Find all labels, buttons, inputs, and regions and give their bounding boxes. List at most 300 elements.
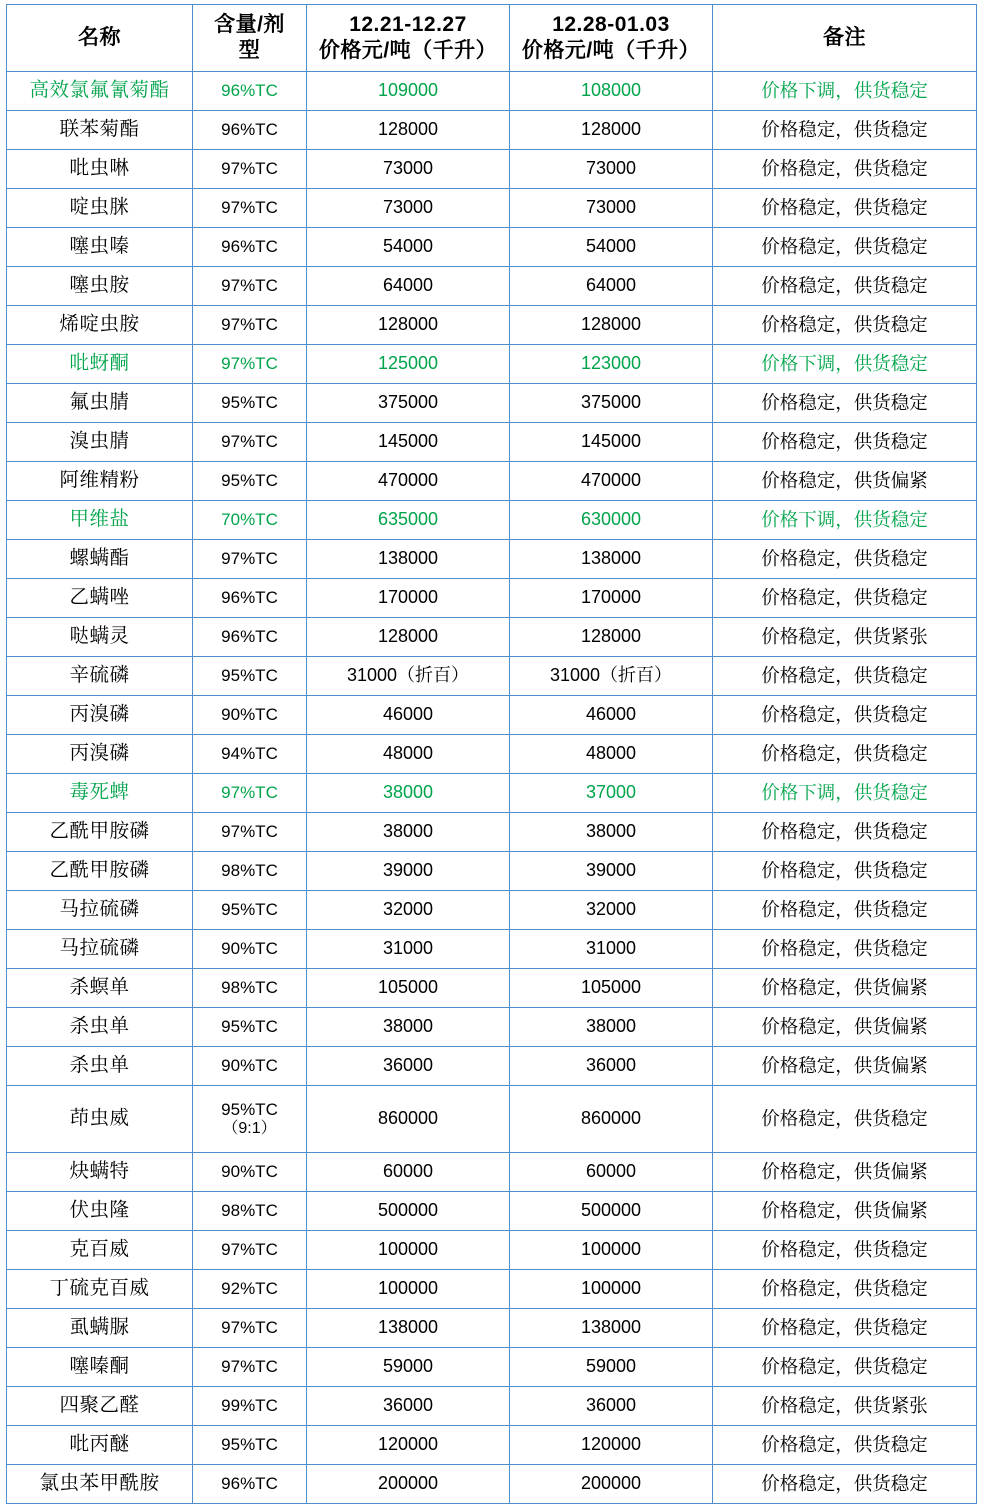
cell-price-week1: [307, 852, 510, 891]
cell-note-text: 价格下调，供货稳定: [761, 352, 928, 374]
cell-concentration-text: 96%TC: [221, 626, 278, 646]
cell-price-week2-text: 73000: [585, 197, 637, 218]
cell-concentration-text: 97%TC: [221, 1356, 278, 1376]
cell-price-week1: [307, 306, 510, 345]
cell-price-week1-text: 125000: [377, 353, 439, 374]
cell-concentration: [193, 1387, 307, 1426]
cell-note: [713, 1387, 977, 1426]
cell-concentration: [193, 111, 307, 150]
cell-note-text: 价格稳定，供货稳定: [761, 547, 928, 569]
cell-price-week2-text: 46000: [585, 704, 637, 725]
cell-price-week2-text: 73000: [585, 158, 637, 179]
cell-concentration: [193, 696, 307, 735]
table-row: [7, 1008, 977, 1047]
cell-price-week2: [510, 1086, 713, 1153]
cell-note-text: 价格稳定，供货稳定: [761, 1277, 928, 1299]
cell-concentration: [193, 735, 307, 774]
cell-note-text: 价格稳定，供货稳定: [761, 157, 928, 179]
cell-note-text: 价格稳定，供货稳定: [761, 1433, 928, 1455]
cell-price-week2: [510, 696, 713, 735]
cell-note: [713, 306, 977, 345]
cell-note-text: 价格稳定，供货稳定: [761, 313, 928, 335]
cell-price-week1-text: 375000: [377, 392, 439, 413]
cell-price-week2: [510, 1047, 713, 1086]
cell-concentration: [193, 462, 307, 501]
cell-price-week1-text: 73000: [382, 158, 434, 179]
cell-note-text: 价格稳定，供货稳定: [761, 196, 928, 218]
cell-product-name-text: 噻虫嗪: [69, 235, 130, 258]
cell-note: [713, 423, 977, 462]
cell-price-week2: [510, 462, 713, 501]
cell-price-week2: [510, 579, 713, 618]
cell-price-week2: [510, 657, 713, 696]
header-name-line-1: 名称: [78, 25, 121, 49]
table-row: [7, 540, 977, 579]
cell-note: [713, 735, 977, 774]
cell-concentration: [193, 1086, 307, 1153]
cell-price-week1: [307, 618, 510, 657]
cell-concentration: [193, 969, 307, 1008]
cell-product-name-text: 噻嗪酮: [69, 1355, 130, 1378]
cell-product-name: [7, 774, 193, 813]
cell-concentration-text: 92%TC: [221, 1278, 278, 1298]
cell-product-name: [7, 618, 193, 657]
cell-concentration: [193, 345, 307, 384]
cell-price-week2-text: 31000（折百）: [549, 665, 673, 686]
cell-price-week2-text: 36000: [585, 1395, 637, 1416]
cell-price-week2-text: 470000: [580, 470, 642, 491]
cell-product-name: [7, 852, 193, 891]
cell-concentration-text: 97%TC: [221, 353, 278, 373]
cell-price-week2-text: 138000: [580, 548, 642, 569]
cell-price-week1: [307, 384, 510, 423]
cell-concentration: [193, 306, 307, 345]
cell-price-week1: [307, 540, 510, 579]
cell-concentration: [193, 618, 307, 657]
cell-price-week2-text: 31000: [585, 938, 637, 959]
cell-concentration-text: 90%TC: [221, 938, 278, 958]
cell-note: [713, 72, 977, 111]
cell-note: [713, 267, 977, 306]
cell-concentration: [193, 267, 307, 306]
cell-price-week2-text: 38000: [585, 1016, 637, 1037]
cell-price-week2: [510, 345, 713, 384]
cell-price-week2-text: 630000: [580, 509, 642, 530]
cell-concentration: [193, 189, 307, 228]
cell-note: [713, 150, 977, 189]
cell-price-week2-text: 375000: [580, 392, 642, 413]
cell-concentration: [193, 1348, 307, 1387]
cell-product-name-text: 克百威: [69, 1238, 130, 1261]
cell-concentration-text: 95%TC: [221, 470, 278, 490]
cell-product-name-text: 甲维盐: [69, 508, 130, 531]
cell-concentration: [193, 72, 307, 111]
cell-concentration-text: 96%TC: [221, 80, 278, 100]
cell-concentration: [193, 1008, 307, 1047]
cell-concentration: [193, 579, 307, 618]
cell-concentration: [193, 657, 307, 696]
cell-note: [713, 1047, 977, 1086]
cell-price-week1: [307, 1153, 510, 1192]
cell-product-name-text: 啶虫脒: [69, 196, 130, 219]
cell-note-text: 价格稳定，供货偏紧: [761, 1199, 928, 1221]
cell-price-week2-text: 128000: [580, 119, 642, 140]
cell-concentration-text: 98%TC: [221, 977, 278, 997]
cell-note: [713, 618, 977, 657]
cell-product-name-text: 杀虫单: [69, 1015, 130, 1038]
table-row: [7, 267, 977, 306]
table-row: [7, 852, 977, 891]
cell-price-week2: [510, 540, 713, 579]
cell-product-name: [7, 813, 193, 852]
cell-concentration-text: 95%TC: [221, 1099, 278, 1119]
cell-price-week1: [307, 462, 510, 501]
cell-concentration: [193, 423, 307, 462]
cell-product-name: [7, 150, 193, 189]
cell-note: [713, 657, 977, 696]
cell-concentration: [193, 1426, 307, 1465]
cell-product-name: [7, 72, 193, 111]
cell-price-week1: [307, 1047, 510, 1086]
cell-price-week1-text: 60000: [382, 1161, 434, 1182]
cell-price-week2: [510, 150, 713, 189]
cell-product-name-text: 杀螟单: [69, 976, 130, 999]
cell-price-week1-text: 73000: [382, 197, 434, 218]
table-row: [7, 657, 977, 696]
cell-product-name-text: 氯虫苯甲酰胺: [39, 1472, 160, 1495]
cell-price-week1-text: 54000: [382, 236, 434, 257]
cell-concentration-text: 94%TC: [221, 743, 278, 763]
cell-note-text: 价格稳定，供货偏紧: [761, 1054, 928, 1076]
cell-note: [713, 1192, 977, 1231]
cell-note-text: 价格稳定，供货稳定: [761, 742, 928, 764]
cell-note-text: 价格稳定，供货偏紧: [761, 1015, 928, 1037]
cell-concentration-text: 97%TC: [221, 1317, 278, 1337]
cell-price-week2: [510, 618, 713, 657]
cell-note-text: 价格稳定，供货稳定: [761, 274, 928, 296]
cell-price-week1-text: 105000: [377, 977, 439, 998]
cell-product-name-text: 虱螨脲: [69, 1316, 130, 1339]
cell-product-name: [7, 735, 193, 774]
cell-note: [713, 1348, 977, 1387]
table-row: [7, 228, 977, 267]
cell-price-week2-text: 500000: [580, 1200, 642, 1221]
cell-price-week2: [510, 813, 713, 852]
cell-price-week2-text: 120000: [580, 1434, 642, 1455]
cell-price-week1-text: 100000: [377, 1239, 439, 1260]
cell-price-week2-text: 38000: [585, 821, 637, 842]
cell-price-week1: [307, 267, 510, 306]
cell-price-week2-text: 100000: [580, 1239, 642, 1260]
cell-price-week1-text: 120000: [377, 1434, 439, 1455]
cell-product-name: [7, 306, 193, 345]
cell-price-week1: [307, 1387, 510, 1426]
cell-note: [713, 189, 977, 228]
cell-product-name-text: 螺螨酯: [69, 547, 130, 570]
cell-note-text: 价格稳定，供货紧张: [761, 625, 928, 647]
cell-concentration: [193, 228, 307, 267]
cell-product-name-text: 乙酰甲胺磷: [49, 820, 150, 843]
table-row: [7, 1426, 977, 1465]
cell-price-week2: [510, 384, 713, 423]
cell-note: [713, 579, 977, 618]
cell-price-week1: [307, 228, 510, 267]
cell-concentration: [193, 1231, 307, 1270]
cell-price-week1-text: 38000: [382, 1016, 434, 1037]
cell-price-week1: [307, 696, 510, 735]
cell-price-week2: [510, 228, 713, 267]
cell-concentration-text: 96%TC: [221, 119, 278, 139]
cell-price-week2: [510, 72, 713, 111]
table-row: [7, 1270, 977, 1309]
cell-concentration: [193, 930, 307, 969]
cell-product-name-text: 氟虫腈: [69, 391, 130, 414]
cell-note: [713, 774, 977, 813]
header-cell-note: [713, 5, 977, 72]
cell-price-week2: [510, 1387, 713, 1426]
cell-product-name: [7, 1153, 193, 1192]
cell-price-week1-text: 860000: [377, 1108, 439, 1129]
table-row: [7, 1309, 977, 1348]
header-cell-price-week2: [510, 5, 713, 72]
cell-price-week2-text: 100000: [580, 1278, 642, 1299]
cell-price-week2: [510, 1270, 713, 1309]
cell-note: [713, 540, 977, 579]
cell-price-week2: [510, 1153, 713, 1192]
cell-concentration-text: 95%TC: [221, 665, 278, 685]
cell-product-name: [7, 111, 193, 150]
cell-product-name: [7, 189, 193, 228]
table-row: [7, 930, 977, 969]
cell-concentration-text: 97%TC: [221, 548, 278, 568]
cell-price-week2-text: 36000: [585, 1055, 637, 1076]
cell-concentration-text: 97%TC: [221, 197, 278, 217]
cell-note: [713, 1153, 977, 1192]
cell-price-week2: [510, 306, 713, 345]
table-row: [7, 306, 977, 345]
cell-price-week1-text: 145000: [377, 431, 439, 452]
cell-product-name: [7, 1426, 193, 1465]
cell-note-text: 价格稳定，供货偏紧: [761, 976, 928, 998]
cell-price-week1-text: 470000: [377, 470, 439, 491]
cell-note-text: 价格稳定，供货稳定: [761, 235, 928, 257]
cell-product-name-text: 辛硫磷: [69, 664, 130, 687]
cell-note: [713, 384, 977, 423]
cell-price-week2: [510, 1192, 713, 1231]
cell-concentration: [193, 1153, 307, 1192]
cell-product-name-text: 溴虫腈: [69, 430, 130, 453]
table-header: [7, 5, 977, 72]
cell-price-week1: [307, 930, 510, 969]
cell-concentration-text: 96%TC: [221, 587, 278, 607]
cell-concentration-text: 96%TC: [221, 1473, 278, 1493]
cell-product-name-text: 吡虫啉: [69, 157, 130, 180]
header-conc-line-1: 含量/剂: [214, 12, 285, 36]
cell-concentration-text: 90%TC: [221, 1161, 278, 1181]
cell-price-week1: [307, 813, 510, 852]
cell-concentration-text: 98%TC: [221, 860, 278, 880]
cell-price-week1: [307, 345, 510, 384]
cell-price-week1-text: 59000: [382, 1356, 434, 1377]
cell-note: [713, 1086, 977, 1153]
table-row: [7, 1047, 977, 1086]
cell-note: [713, 930, 977, 969]
cell-note: [713, 501, 977, 540]
cell-note-text: 价格稳定，供货稳定: [761, 1238, 928, 1260]
cell-price-week2: [510, 735, 713, 774]
table-row: [7, 72, 977, 111]
table-row: [7, 345, 977, 384]
cell-product-name-text: 炔螨特: [69, 1160, 130, 1183]
cell-concentration: [193, 1465, 307, 1504]
cell-product-name-text: 马拉硫磷: [59, 937, 140, 960]
header-conc-line-2: 型: [238, 39, 261, 62]
cell-concentration: [193, 774, 307, 813]
cell-product-name: [7, 1348, 193, 1387]
cell-note: [713, 1008, 977, 1047]
cell-note: [713, 813, 977, 852]
cell-price-week2-text: 128000: [580, 314, 642, 335]
cell-price-week1-text: 32000: [382, 899, 434, 920]
cell-concentration-text: 70%TC: [221, 509, 278, 529]
cell-price-week1-text: 38000: [382, 821, 434, 842]
table-row: [7, 384, 977, 423]
cell-note: [713, 1231, 977, 1270]
cell-price-week1: [307, 774, 510, 813]
cell-concentration-text: 95%TC: [221, 899, 278, 919]
cell-price-week2-text: 108000: [580, 80, 642, 101]
cell-note-text: 价格稳定，供货稳定: [761, 118, 928, 140]
cell-price-week2-text: 39000: [585, 860, 637, 881]
cell-concentration-text: 98%TC: [221, 1200, 278, 1220]
cell-price-week1-text: 138000: [377, 1317, 439, 1338]
cell-price-week1: [307, 189, 510, 228]
cell-product-name-text: 吡丙醚: [69, 1433, 130, 1456]
cell-product-name: [7, 1086, 193, 1153]
cell-price-week1: [307, 111, 510, 150]
cell-price-week2: [510, 930, 713, 969]
cell-note: [713, 345, 977, 384]
cell-concentration-text: 96%TC: [221, 236, 278, 256]
cell-price-week1: [307, 1086, 510, 1153]
header-row: [7, 5, 977, 72]
cell-price-week2-text: 37000: [585, 782, 637, 803]
cell-price-week1: [307, 1270, 510, 1309]
table-row: [7, 1348, 977, 1387]
cell-note-text: 价格稳定，供货稳定: [761, 820, 928, 842]
table-row: [7, 150, 977, 189]
header-week1-unit: 价格元/吨（千升）: [318, 39, 498, 62]
cell-product-name-text: 丙溴磷: [69, 703, 130, 726]
cell-price-week1: [307, 1309, 510, 1348]
cell-product-name: [7, 228, 193, 267]
cell-concentration: [193, 1270, 307, 1309]
cell-note: [713, 462, 977, 501]
header-week2-date: 12.28-01.03: [552, 12, 670, 36]
cell-product-name-text: 四聚乙醛: [59, 1394, 140, 1417]
cell-note: [713, 111, 977, 150]
cell-price-week2-text: 170000: [580, 587, 642, 608]
cell-product-name: [7, 423, 193, 462]
cell-price-week1-text: 128000: [377, 626, 439, 647]
cell-price-week1: [307, 501, 510, 540]
table-row: [7, 1465, 977, 1504]
cell-note: [713, 1270, 977, 1309]
cell-price-week1: [307, 1348, 510, 1387]
cell-price-week2: [510, 1465, 713, 1504]
cell-price-week1-text: 36000: [382, 1055, 434, 1076]
cell-product-name: [7, 930, 193, 969]
cell-concentration-text: 97%TC: [221, 314, 278, 334]
cell-product-name-text: 丙溴磷: [69, 742, 130, 765]
cell-product-name: [7, 1192, 193, 1231]
table-row: [7, 696, 977, 735]
cell-product-name-text: 噻虫胺: [69, 274, 130, 297]
cell-price-week2-text: 860000: [580, 1108, 642, 1129]
cell-note: [713, 1309, 977, 1348]
cell-concentration: [193, 813, 307, 852]
cell-concentration-text: 90%TC: [221, 704, 278, 724]
cell-price-week1-text: 48000: [382, 743, 434, 764]
cell-note-text: 价格稳定，供货稳定: [761, 937, 928, 959]
cell-note-text: 价格稳定，供货偏紧: [761, 469, 928, 491]
cell-price-week1-text: 39000: [382, 860, 434, 881]
cell-note-text: 价格稳定，供货稳定: [761, 703, 928, 725]
table-row: [7, 579, 977, 618]
cell-note-text: 价格稳定，供货稳定: [761, 1355, 928, 1377]
cell-note-text: 价格稳定，供货偏紧: [761, 1160, 928, 1182]
cell-price-week1: [307, 1231, 510, 1270]
cell-price-week1-text: 170000: [377, 587, 439, 608]
cell-note-text: 价格稳定，供货稳定: [761, 664, 928, 686]
cell-price-week1-text: 31000: [382, 938, 434, 959]
cell-note-text: 价格下调，供货稳定: [761, 79, 928, 101]
cell-price-week1: [307, 579, 510, 618]
cell-price-week2-text: 105000: [580, 977, 642, 998]
cell-price-week1-text: 31000（折百）: [346, 665, 470, 686]
cell-product-name-text: 马拉硫磷: [59, 898, 140, 921]
cell-product-name: [7, 657, 193, 696]
cell-product-name: [7, 1270, 193, 1309]
cell-price-week2: [510, 1348, 713, 1387]
table-body: [7, 72, 977, 1504]
cell-price-week1-text: 128000: [377, 314, 439, 335]
cell-product-name: [7, 1387, 193, 1426]
cell-concentration-text: 90%TC: [221, 1055, 278, 1075]
cell-product-name: [7, 1047, 193, 1086]
table-row: [7, 1086, 977, 1153]
cell-product-name: [7, 384, 193, 423]
cell-concentration: [193, 1192, 307, 1231]
cell-price-week1-text: 100000: [377, 1278, 439, 1299]
cell-price-week1-text: 46000: [382, 704, 434, 725]
table-row: [7, 735, 977, 774]
cell-concentration: [193, 891, 307, 930]
cell-note-text: 价格稳定，供货稳定: [761, 1107, 928, 1129]
header-cell-name: [7, 5, 193, 72]
cell-product-name-text: 高效氯氟氰菊酯: [29, 79, 170, 102]
table-row: [7, 111, 977, 150]
cell-note-text: 价格稳定，供货稳定: [761, 898, 928, 920]
cell-product-name: [7, 1231, 193, 1270]
table-row: [7, 1231, 977, 1270]
cell-concentration: [193, 852, 307, 891]
cell-price-week2-text: 138000: [580, 1317, 642, 1338]
header-cell-price-week1: [307, 5, 510, 72]
cell-price-week2: [510, 267, 713, 306]
cell-note-text: 价格下调，供货稳定: [761, 508, 928, 530]
cell-price-week2: [510, 774, 713, 813]
